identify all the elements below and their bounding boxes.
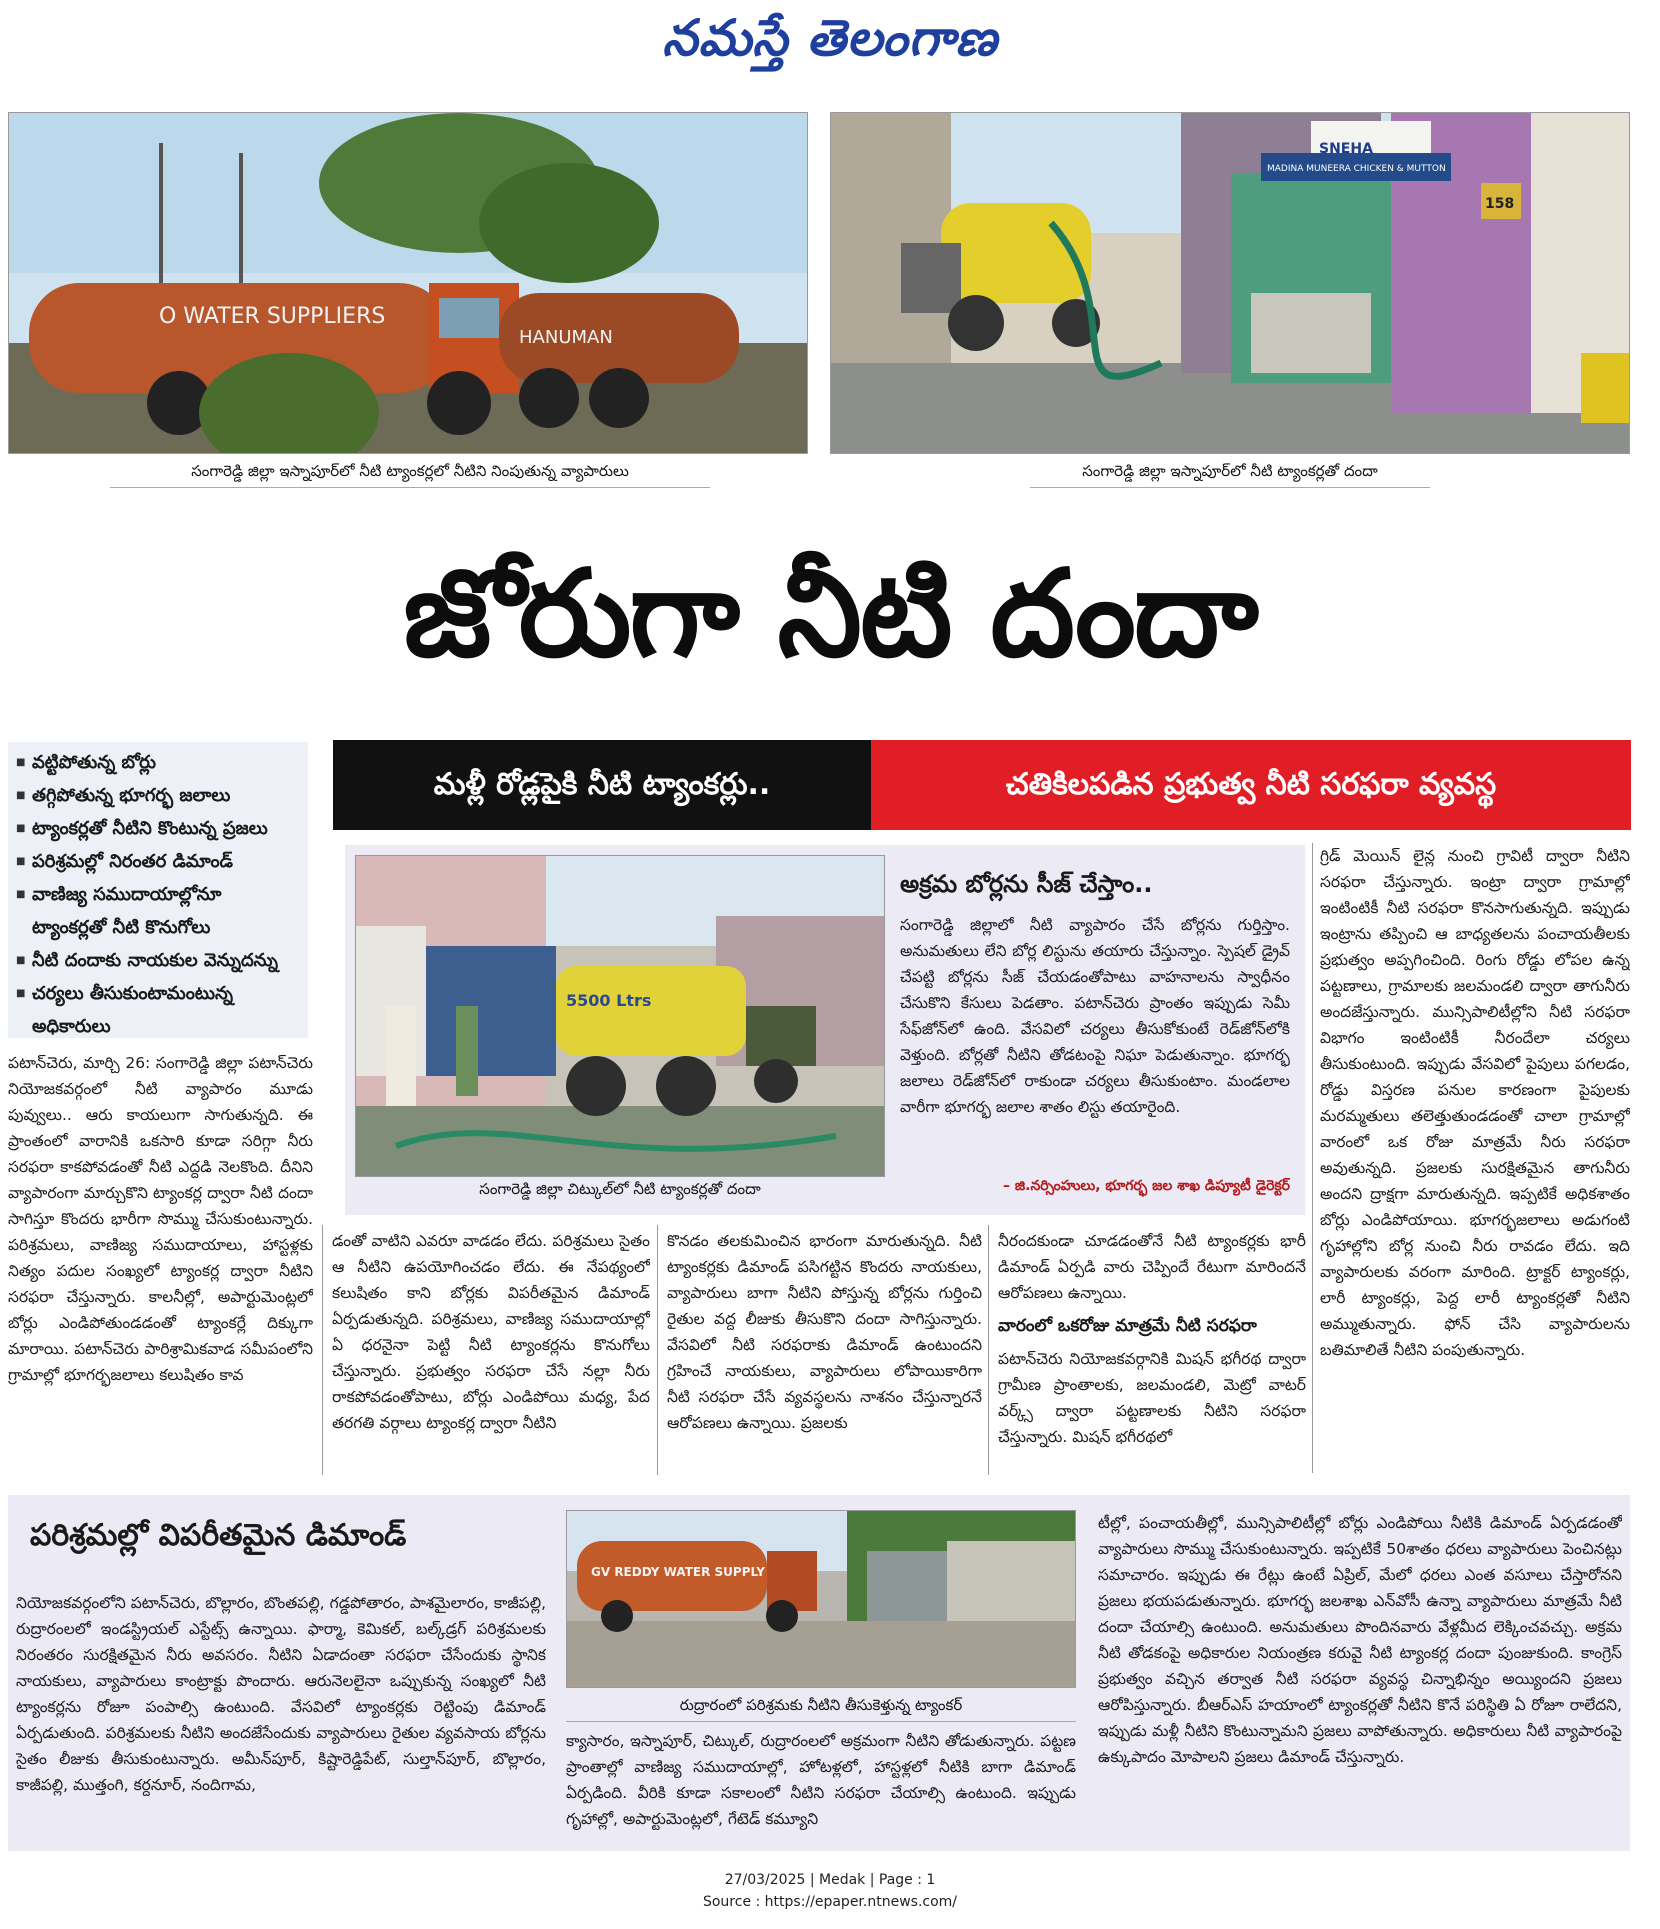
shop-sign-chicken: MADINA MUNEERA CHICKEN & MUTTON — [1267, 164, 1446, 174]
highlight-item: ■ నీటి దందాకు నాయకుల వెన్నుదన్ను — [32, 944, 302, 977]
column-rule-1 — [322, 1225, 323, 1475]
door-number: 158 — [1485, 196, 1515, 212]
box-body: సంగారెడ్డి జిల్లాలో నీటి వ్యాపారం చేసే బోర్లను గుర్తిస్తాం. అనుమతులు లేని బోర్ల లిస్టును తయారు చేస్తున్నాం. స్పెషల్‌ డ్రైవ్‌ చేపట్టి బోర్లను సీజ్‌ చేయడంతోపాటు వాహనాలను స్వాధీనం చేసుకొని కేసులు పెడతాం. పటాన్‌చెరు ప్రాంతం ఇప్పుడు సెమీ సేఫ్‌జోన్‌లో ఉంది. వేసవిలో చర్యలు తీసుకోకుంటే రెడ్‌జోన్‌లోకి వెళ్తుంది. బోర్లతో నీటిని తోడటంపై నిఘా పెడుతున్నాం. భూగర్భ జలాలు రెడ్‌జోన్‌లో రాకుండా చర్యలు తీసుకుంటాం. మండలాల వారీగా భూగర్భ జలాల శాతం లిస్టు తయారైంది. — [900, 916, 1290, 1116]
photo-tractor-tanker-shop — [830, 112, 1630, 454]
photo-tankers-isnapur-image — [9, 113, 808, 454]
deck-red-banner: చతికిలపడిన ప్రభుత్వ నీటి సరఫరా వ్యవస్థ — [871, 740, 1631, 830]
bottom-column-right: టీల్లో, పంచాయతీల్లో, మున్సిపాలిటీల్లో బోర్లు ఎండిపోయి నీటికి డిమాండ్‌ ఏర్పడడంతో వ్యాపారులు సొమ్ము చేసుకుంటున్నారు. ఇప్పటికే 50శాతం ధరలు వ్యాపారులు పెంచినట్లు సమాచారం. ఇప్పుడు ఈ రేట్లు ఉంటే ఏప్రిల్‌, మేలో ధరలు ఎంత వసూలు చేస్తారోనని ప్రజలు భయపడుతున్నారు. భూగర్భ జలశాఖ ఎన్‌వోసీ ఉన్నా వ్యాపారులు మాత్రమే నీటి దందా చేయాల్సి ఉంటుంది. అనుమతులు పొందినవారు వేళ్లమీద లెక్కించవచ్చు. అక్రమ నీటి తోడకంపై అధికారుల నియంత్రణ కరువై నీటి ట్యాంకర్ల దందా పుంజుకుంది. కాంగ్రెస్‌ ప్రభుత్వం వచ్చిన తర్వాత నీటి సరఫరా వ్యవస్థ చిన్నాభిన్నం అయ్యిందని ప్రజలు ఆరోపిస్తున్నారు. బీఆర్‌ఎస్‌ హయాంలో ట్యాంకర్లతో నీటిని కొనే పరిస్థితి ఏ రోజూ రాలేదని, ఇప్పుడు మళ్లీ నీటిని కొంటున్నామని ప్రజలు వాపోతున్నారు. అధికారులు నీటి వ్యాపారంపై ఉక్కుపాదం మోపాలని ప్రజలు డిమాండ్‌ చేస్తున్నారు. — [1098, 1514, 1622, 1766]
highlight-item: ■ వాణిజ్య సముదాయాల్లోనూ — [32, 878, 302, 911]
box-heading: అక్రమ బోర్లను సీజ్‌ చేస్తాం.. — [900, 870, 1153, 898]
highlight-item: ■ తగ్గిపోతున్న భూగర్భ జలాలు — [32, 779, 302, 812]
highlight-item: ■ వట్టిపోతున్న బోర్లు — [32, 746, 302, 779]
column-rule-4 — [1312, 843, 1313, 1473]
highlight-item: ■ చర్యలు తీసుకుంటామంటున్న — [32, 977, 302, 1010]
box-byline: – జి.నర్సింహులు, భూగర్భ జల శాఖ డిప్యూటీ డైరెక్టర్‌ — [1003, 1178, 1290, 1194]
highlights-list — [14, 746, 302, 1043]
column-4-top: నీరందకుండా చూడడంతోనే నీటి ట్యాంకర్లకు భారీ డిమాండ్‌ ఏర్పడి వారు చెప్పిందే రేటుగా మారిందనే ఆరోపణలు ఉన్నాయి. — [998, 1232, 1306, 1302]
column-2: డంతో వాటిని ఎవరూ వాడడం లేదు. పరిశ్రమలు సైతం ఆ నీటిని ఉపయోగించడం లేదు. ఈ నేపథ్యంలో కలుషితం కాని బోర్లకు విపరీతమైన డిమాండ్‌ ఏర్పడుతున్నది. పరిశ్రమలు, వాణిజ్య సముదాయాల్లో ఏ ధరనైనా పెట్టి నీటి ట్యాంకర్లను కొనుగోలు చేస్తున్నారు. ప్రభుత్వం సరఫరా చేసే నల్లా నీరు రాకపోవడంతోపాటు, బోర్లు ఎండిపోయి మధ్య, పేద తరగతి వర్గాలు ట్యాంకర్ల ద్వారా నీటిని — [332, 1232, 650, 1432]
masthead-logo: నమస్తే తెలంగాణ — [662, 8, 998, 67]
column-4-subheading: వారంలో ఒకరోజు మాత్రమే నీటి సరఫరా — [998, 1316, 1257, 1336]
highlight-item: ■ ట్యాంకర్లతో నీటిని కొంటున్న ప్రజలు — [32, 812, 302, 845]
highlights-box — [8, 742, 308, 1038]
column-4-body: పటాన్‌చెరు నియోజకవర్గానికి మిషన్‌ భగీరథ ద్వారా గ్రామీణ ప్రాంతాలకు, జలమండలి, మెట్రో వాటర్‌ వర్క్స్‌ ద్వారా పట్టణాలకు నీటిని సరఫరా చేస్తున్నారు. మిషన్‌ భగీరథలో — [998, 1350, 1306, 1446]
bottom-heading: పరిశ్రమల్లో విపరీతమైన డిమాండ్‌ — [30, 1518, 407, 1553]
footer-date-edition: 27/03/2025 | Medak | Page : 1 — [724, 1872, 936, 1888]
caption-middle: సంగారెడ్డి జిల్లా చిట్కుల్‌లో నీటి ట్యాంకర్లతో దందా — [479, 1180, 761, 1198]
shop-sign-sneha: SNEHA — [1319, 141, 1373, 157]
photo-chitkul-tanker — [355, 855, 885, 1177]
tanker-capacity: 5500 Ltrs — [566, 991, 652, 1010]
column-lead: పటాన్‌చెరు, మార్చి 26: సంగారెడ్డి జిల్లా పటాన్‌చెరు నియోజకవర్గంలో నీటి వ్యాపారం మూడు పువ్వులు.. ఆరు కాయలుగా సాగుతున్నది. ఈ ప్రాంతంలో వారానికి ఒకసారి కూడా సరిగ్గా నీరు సరఫరా కాకపోవడంతో నీటి ఎద్దడి నెలకొంది. దీనిని వ్యాపారంగా మార్చుకొని ట్యాంకర్ల ద్వారా నీటి దందా సాగిస్తూ కొందరు భారీగా సొమ్ము చేసుకుంటున్నారు. పరిశ్రమలు, వాణిజ్య సముదాయాలు, హాస్టళ్లకు నిత్యం పదుల సంఖ్యలో ట్యాంకర్ల ద్వారా నీటిని సరఫరా చేస్తున్నారు. కాలనీల్లో, అపార్టుమెంట్లలో బోర్లు ఎండిపోతుండడంతో ట్యాంకర్లే దిక్కుగా మారాయి. పటాన్‌చెరు పారిశ్రామికవాడ సమీపంలోని గ్రామాల్లో భూగర్భజలాలు కలుషితం కావ — [8, 1054, 313, 1384]
tanker-lettering-bottom: GV REDDY WATER SUPPLY — [591, 1565, 765, 1579]
footer-source: Source : https://epaper.ntnews.com/ — [702, 1894, 958, 1910]
highlight-item: అధికారులు — [32, 1016, 111, 1037]
tanker-lettering: O WATER SUPPLIERS — [159, 304, 386, 329]
column-rule-3 — [988, 1225, 989, 1475]
highlight-item: ట్యాంకర్లతో నీటి కొనుగోలు — [32, 917, 211, 938]
photo-chitkul-image — [356, 856, 885, 1177]
caption-bottom: రుద్రారంలో పరిశ్రమకు నీటిని తీసుకెళ్తున్న ట్యాంకర్ — [566, 1696, 1076, 1722]
photo-tractor-tanker-image — [831, 113, 1630, 454]
bottom-column-left: నియోజకవర్గంలోని పటాన్‌చెరు, బొల్లారం, బొంతపల్లి, గడ్డపోతారం, పాశమైలారం, కాజీపల్లి, రుద్రారంలలో ఇండస్ట్రియల్‌ ఎస్టేట్స్‌ ఉన్నాయి. ఫార్మా, కెమికల్‌, బల్క్‌డ్రగ్‌ పరిశ్రమలకు నిరంతరం సురక్షితమైన నీరు అవసరం. నీటిని ఏడాదంతా సరఫరా చేసేందుకు స్థానిక నాయకులు, వ్యాపారులు కాంట్రాక్టు పొందారు. ఆరునెలలైనా ఒప్పుకున్న సంఖ్యలో నీటి ట్యాంకర్లను రోజూ పంపాల్సి ఉంటుంది. వేసవిలో ట్యాంకర్లకు రెట్టింపు డిమాండ్‌ ఏర్పడుతుంది. పరిశ్రమలకు నీటిని అందజేసేందుకు వ్యాపారులు రైతుల వ్యవసాయ బోర్లను సైతం లీజుకు తీసుకుంటున్నారు. అమీన్‌పూర్‌, కిష్టారెడ్డిపేట్‌, సుల్తాన్‌పూర్‌, బొల్లారం, కాజీపల్లి, ముత్తంగి, కర్దనూర్‌, నందిగామ, — [16, 1594, 546, 1794]
column-rule-2 — [657, 1225, 658, 1475]
photo-tankers-isnapur — [8, 112, 808, 454]
photo-rudraram-tanker — [566, 1510, 1076, 1688]
highlight-item: ■ పరిశ్రమల్లో నిరంతర డిమాండ్ — [32, 845, 302, 878]
caption-top-right: సంగారెడ్డి జిల్లా ఇస్నాపూర్‌లో నీటి ట్యాంకర్లతో దందా — [1030, 462, 1430, 488]
column-3: కొనడం తలకుమించిన భారంగా మారుతున్నది. నీటి ట్యాంకర్లకు డిమాండ్‌ పసిగట్టిన కొందరు నాయకులు, వ్యాపారులు బాగా నీటిని పోస్తున్న బోర్లను గుర్తించి రైతుల వద్ద లీజుకు తీసుకొని దందా సాగిస్తున్నారు. వేసవిలో నీటి సరఫరాకు డిమాండ్‌ ఉంటుందని గ్రహించే నాయకులు, వ్యాపారులు లోపాయికారిగా నీటి సరఫరా చేసే వ్యవస్థలను నాశనం చేస్తున్నారనే ఆరోపణలు ఉన్నాయి. ప్రజలకు — [667, 1232, 982, 1432]
main-headline: జోరుగా నీటి దందా — [403, 545, 1257, 684]
caption-top-left: సంగారెడ్డి జిల్లా ఇస్నాపూర్‌లో నీటి ట్యాంకర్లలో నీటిని నింపుతున్న వ్యాపారులు — [110, 462, 710, 488]
column-right-top: గ్రిడ్‌ మెయిన్‌ లైన్ల నుంచి గ్రావిటీ ద్వారా నీటిని సరఫరా చేస్తున్నారు. ఇంట్రా ద్వారా గ్రామాల్లో ఇంటింటికీ నీటి సరఫరా కొనసాగుతున్నది. ఇప్పుడు ఇంట్రాను తప్పించి ఆ బాధ్యతలను పంచాయతీలకు ప్రభుత్వం అప్పగించింది. రింగు రోడ్డు లోపల ఉన్న పట్టణాలు, గ్రామాలకు జలమండలి ద్వారా తాగునీరు అందజేస్తున్నారు. మున్సిపాలిటీల్లోని నీటి సరఫరా విభాగం ఇంటింటికీ నీరందేలా చర్యలు తీసుకుంటుంది. ఇప్పుడు వేసవిలో పైపులు పగలడం, రోడ్డు విస్తరణ పనుల కారణంగా పైపులకు మరమ్మతులు తలెత్తుతుండడంతో చాలా గ్రామాల్లో వారంలో ఒక రోజు మాత్రమే నీరు సరఫరా అవుతున్నది. ప్రజలకు సురక్షితమైన తాగునీరు అందని ద్రాక్షగా మారుతున్నది. ఇప్పటికే అధికశాతం బోర్లు ఎండిపోయాయి. భూగర్భజలాలు అడుగంటి గృహాల్లోని బోర్ల నుంచి నీరు రావడం లేదు. ఇది వ్యాపారులకు వరంగా మారింది. ట్రాక్టర్‌ ట్యాంకర్లు, లారీ ట్యాంకర్లు, పెద్ద లారీ ట్యాంకర్లతో నీటిని అమ్ముతున్నారు. ఫోన్‌ చేసి వ్యాపారులను బతిమాలితే నీటిని పంపుతున్నారు. — [1320, 847, 1630, 1359]
deck-black-banner: మళ్లీ రోడ్లపైకి నీటి ట్యాంకర్లు.. — [333, 740, 871, 830]
photo-rudraram-image — [567, 1511, 1076, 1688]
bottom-column-middle: క్యాసారం, ఇస్నాపూర్‌, చిట్కుల్‌, రుద్రారంలలో అక్రమంగా నీటిని తోడుతున్నారు. పట్టణ ప్రాంతాల్లో వాణిజ్య సముదాయాల్లో, హోటళ్లలో, హాస్టళ్లలో నీటికి బాగా డిమాండ్‌ ఏర్పడింది. వీరికి కూడా సకాలంలో నీటిని సరఫరా చేయాల్సి ఉంటుంది. ఇప్పుడు గృహాల్లో, అపార్టుమెంట్లలో, గేటెడ్‌ కమ్యూని — [566, 1732, 1076, 1828]
tanker-lettering-2: HANUMAN — [519, 327, 613, 348]
